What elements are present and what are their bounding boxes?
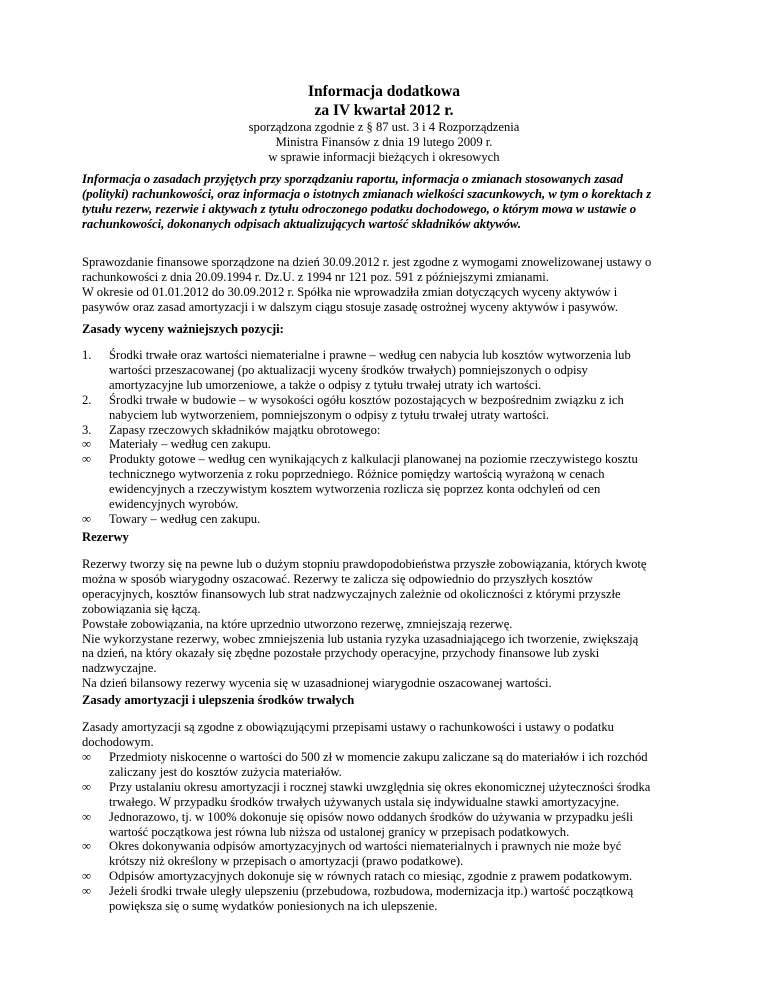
text-line: operacyjnych, kosztów finansowych lub strat nadzwyczajnych zależnie od okoliczności z którymi przyszłe bbox=[82, 586, 621, 601]
text-line: wartości przeszacowanej (po aktualizacji wyceny środków trwałych) pomniejszonych o odpisy bbox=[109, 362, 588, 377]
list-item bbox=[82, 452, 694, 512]
text-line: Jeżeli środki trwałe uległy ulepszeniu (przebudowa, rozbudowa, modernizacja itp.) wartość początkową bbox=[109, 884, 634, 899]
text-line: trwałego. W przypadku środków trwałych używanych ustala się indywidualne stawki amortyzacyjne. bbox=[109, 794, 620, 809]
list-item bbox=[82, 423, 694, 438]
list-item bbox=[82, 393, 694, 423]
text-line: rachunkowości z dnia 20.09.1994 r. Dz.U. z 1994 nr 121 poz. 591 z późniejszymi zmianami. bbox=[82, 269, 549, 284]
text-line: Nie wykorzystane rezerwy, wobec zmniejszenia lub ustania ryzyka uzasadniającego ich tworzenie, zwiększają bbox=[82, 631, 639, 646]
text-line: W okresie od 01.01.2012 do 30.09.2012 r. Spółka nie wprowadziła zmian dotyczących wyceny aktywów i bbox=[82, 284, 618, 299]
document-title bbox=[0, 82, 768, 120]
text-line: powiększa się o sumę wydatków poniesionych na ich ulepszenie. bbox=[109, 899, 438, 914]
depreciation-list bbox=[82, 750, 694, 914]
valuation-heading: Zasady wyceny ważniejszych pozycji: bbox=[82, 322, 284, 336]
text-line: (polityki) rachunkowości, oraz informacja o istotnych zmianach wielkości szacunkowych, w tym o korektach z bbox=[82, 186, 652, 201]
text-line: Odpisów amortyzacyjnych dokonuje się w równych ratach co miesiąc, zgodnie z prawem podatkowym. bbox=[109, 869, 633, 884]
text-line: Materiały – według cen zakupu. bbox=[109, 437, 271, 452]
text-line: Przedmioty niskocenne o wartości do 500 zł w momencie zakupu zaliczane są do materiałów i ich rozchód bbox=[109, 750, 648, 764]
text-line: Środki trwałe w budowie – w wysokości ogółu kosztów pozostających w bezpośrednim związku z ich bbox=[109, 392, 624, 407]
text-line: Na dzień bilansowy rezerwy wycenia się w uzasadnionej wiarygodnie oszacowanej wartości. bbox=[82, 676, 552, 691]
depreciation-intro bbox=[82, 720, 694, 750]
subtitle-line: sporządzona zgodnie z § 87 ust. 3 i 4 Rozporządzenia bbox=[248, 120, 520, 134]
text-line: Zapasy rzeczowych składników majątku obrotowego: bbox=[109, 422, 381, 437]
text-line: zaliczany jest do kosztów zużycia materiałów. bbox=[109, 764, 342, 779]
infinity-bullet-icon: ∞ bbox=[82, 839, 91, 854]
text-line: rachunkowości, dokonanych odpisach aktualizujących wartość składników aktywów. bbox=[82, 216, 521, 231]
subtitle-line: w sprawie informacji bieżących i okresowych bbox=[268, 149, 500, 164]
infinity-bullet-icon: ∞ bbox=[82, 779, 91, 794]
intro-paragraph bbox=[82, 172, 694, 232]
text-line: można w sposób wiarygodny oszacować. Rezerwy te zalicza się odpowiednio do przyszłych kosztów bbox=[82, 571, 593, 586]
text-line: ewidencyjnych a rzeczywistym kosztem wytworzenia rozlicza się poprzez konta odchyleń od cen bbox=[109, 482, 601, 497]
text-line: ewidencyjnych wyrobów. bbox=[109, 497, 239, 512]
reserves-heading: Rezerwy bbox=[82, 530, 129, 544]
infinity-bullet-icon: ∞ bbox=[82, 437, 91, 452]
list-item bbox=[82, 437, 694, 452]
infinity-bullet-icon: ∞ bbox=[82, 452, 91, 467]
statement-paragraph bbox=[82, 255, 694, 315]
text-line: Towary – według cen zakupu. bbox=[109, 511, 261, 526]
text-line: krótszy niż określony w przepisach o amortyzacji (prawo podatkowe). bbox=[109, 854, 464, 869]
text-line: Okres dokonywania odpisów amortyzacyjnych od wartości niematerialnych i prawnych nie może być bbox=[109, 839, 622, 854]
text-line: wartość początkowa jest równa lub niższa od ustalonej granicy w przepisach podatkowych. bbox=[109, 824, 570, 839]
text-line: Powstałe zobowiązania, na które uprzednio utworzono rezerwę, zmniejszają rezerwę. bbox=[82, 616, 513, 631]
infinity-bullet-icon: ∞ bbox=[82, 809, 91, 824]
title-line: za IV kwartał 2012 r. bbox=[314, 102, 454, 119]
infinity-bullet-icon: ∞ bbox=[82, 511, 91, 526]
text-line: na dzień, na który okazały się zbędne pozostałe przychody operacyjne, przychody finansowe lub zyski bbox=[82, 646, 600, 661]
text-line: tytułu rezerw, rezerwie i aktywach z tytułu odroczonego podatku dochodowego, o którym mowa w ustawie o bbox=[82, 201, 637, 216]
text-line: Produkty gotowe – według cen wynikających z kalkulacji planowanej na poziomie rzeczywistego kosztu bbox=[109, 452, 638, 467]
text-line: Zasady amortyzacji są zgodne z obowiązującymi przepisami ustawy o rachunkowości i ustawy o podatku bbox=[82, 720, 614, 734]
title-line: Informacja dodatkowa bbox=[308, 83, 460, 100]
text-line: Jednorazowo, tj. w 100% dokonuje się opisów nowo oddanych środków do używania w przypadku jeśli bbox=[109, 809, 633, 824]
list-item bbox=[82, 750, 694, 780]
list-marker: 1. bbox=[82, 348, 92, 362]
subtitle-line: Ministra Finansów z dnia 19 lutego 2009 r. bbox=[275, 134, 493, 149]
text-line: pasywów oraz zasad amortyzacji i w dalszym ciągu stosuje zasadę ostrożnej wyceny aktywów i pasywów. bbox=[82, 299, 618, 314]
list-item bbox=[82, 348, 694, 393]
infinity-bullet-icon: ∞ bbox=[82, 750, 91, 764]
text-line: Sprawozdanie finansowe sporządzone na dzień 30.09.2012 r. jest zgodne z wymogami znowelizowanej ustawy o bbox=[82, 255, 652, 269]
text-line: zobowiązania się łączą. bbox=[82, 601, 201, 616]
list-item bbox=[82, 810, 694, 840]
valuation-list bbox=[82, 348, 694, 527]
text-line: nadzwyczajne. bbox=[82, 661, 157, 676]
list-item bbox=[82, 839, 694, 869]
infinity-bullet-icon: ∞ bbox=[82, 884, 91, 899]
list-item bbox=[82, 512, 694, 527]
text-line: dochodowym. bbox=[82, 734, 154, 749]
text-line: nabyciem lub wytworzeniem, pomniejszonym o odpisy z tytułu trwałej utraty wartości. bbox=[109, 407, 549, 422]
depreciation-heading: Zasady amortyzacji i ulepszenia środków trwałych bbox=[82, 693, 355, 707]
text-line: Przy ustalaniu okresu amortyzacji i rocznej stawki uwzględnia się okres ekonomicznej użyteczności środka bbox=[109, 779, 651, 794]
list-item bbox=[82, 869, 694, 884]
list-marker: 3. bbox=[82, 422, 92, 437]
text-line: Środki trwałe oraz wartości niematerialne i prawne – według cen nabycia lub kosztów wytworzenia lub bbox=[109, 348, 631, 362]
document-subtitle bbox=[0, 120, 768, 165]
text-line: technicznego wytworzenia z roku poprzedniego. Różnice pomiędzy wartością wyrażoną w cenach bbox=[109, 467, 605, 482]
infinity-bullet-icon: ∞ bbox=[82, 869, 91, 884]
reserves-paragraph bbox=[82, 557, 694, 691]
text-line: Rezerwy tworzy się na pewne lub o dużym stopniu prawdopodobieństwa przyszłe zobowiązania, których kwotę bbox=[82, 557, 647, 571]
list-marker: 2. bbox=[82, 392, 92, 407]
list-item bbox=[82, 780, 694, 810]
text-line: Informacja o zasadach przyjętych przy sporządzaniu raportu, informacja o zmianach stosowanych zasad bbox=[82, 172, 623, 186]
text-line: amortyzacyjne lub umorzeniowe, a także o odpisy z tytułu trwałej utraty ich wartości. bbox=[109, 377, 542, 392]
list-item bbox=[82, 884, 694, 914]
